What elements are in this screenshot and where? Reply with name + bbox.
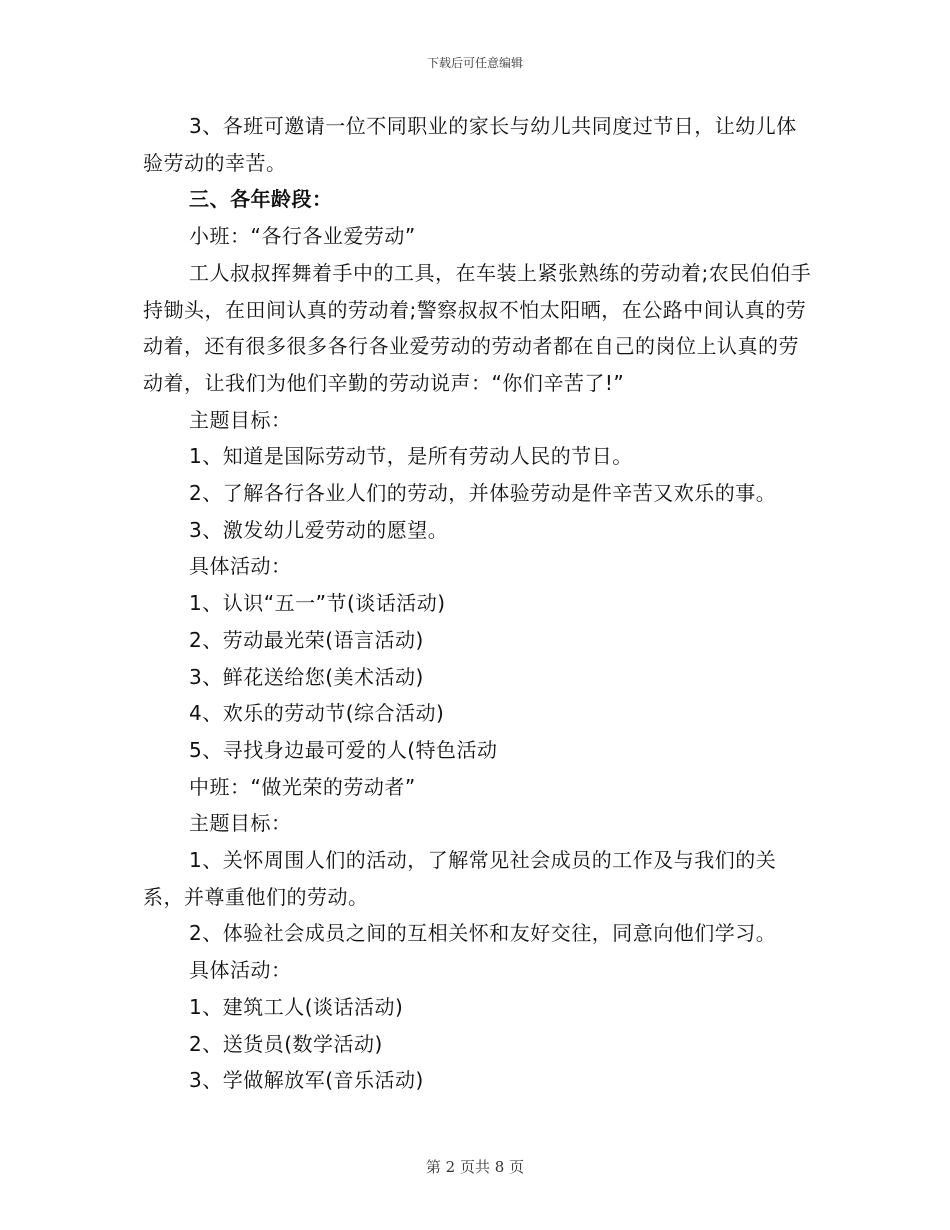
- page-header: 下载后可任意编辑: [426, 56, 523, 70]
- list-item: 3、激发幼儿爱劳动的愿望。: [189, 517, 449, 542]
- list-item: 2、体验社会成员之间的互相关怀和友好交往，同意向他们学习。: [189, 921, 777, 946]
- list-item: 5、寻找身边最可爱的人(特色活动: [189, 737, 498, 762]
- list-item: 1、认识“五一”节(谈话活动): [189, 591, 446, 616]
- label-line: 主题目标：: [189, 811, 292, 836]
- list-item: 3、鲜花送给您(美术活动): [189, 664, 424, 689]
- list-item: 1、知道是国际劳动节，是所有劳动人民的节日。: [189, 444, 633, 469]
- paragraph: 工人叔叔挥舞着手中的工具，在车装上紧张熟练的劳动着;农民伯伯手持锄头，在田间认真的劳动着;警察叔叔不怕太阳晒，在公路中间认真的劳动着，还有很多很多各行各业爱劳动的劳动者都在自己的岗位上认真的劳动着，让我们为他们辛勤的劳动说声：“你们辛苦了!”: [143, 260, 812, 395]
- list-item: 1、建筑工人(谈话活动): [189, 994, 404, 1019]
- list-item: 4、欢乐的劳动节(综合活动): [189, 701, 445, 726]
- page-footer: 第 2 页共 8 页: [425, 1158, 525, 1176]
- label-line: 具体活动：: [189, 958, 292, 983]
- label-line: 具体活动：: [189, 554, 292, 579]
- subsection-title: 小班：“各行各业爱劳动”: [189, 224, 416, 249]
- list-item: 2、了解各行各业人们的劳动，并体验劳动是件辛苦又欢乐的事。: [189, 481, 777, 506]
- list-item: 1、关怀周围人们的活动，了解常见社会成员的工作及与我们的关系，并尊重他们的劳动。: [143, 848, 777, 909]
- list-item: 2、送货员(数学活动): [189, 1031, 383, 1056]
- section-heading: 三、各年龄段：: [189, 187, 333, 212]
- document-body: [143, 108, 813, 1099]
- subsection-title: 中班：“做光荣的劳动者”: [189, 774, 416, 799]
- list-item: 2、劳动最光荣(语言活动): [189, 627, 424, 652]
- paragraph: 3、各班可邀请一位不同职业的家长与幼儿共同度过节日，让幼儿体验劳动的幸苦。: [143, 114, 797, 175]
- label-line: 主题目标：: [189, 407, 292, 432]
- list-item: 3、学做解放军(音乐活动): [189, 1068, 424, 1093]
